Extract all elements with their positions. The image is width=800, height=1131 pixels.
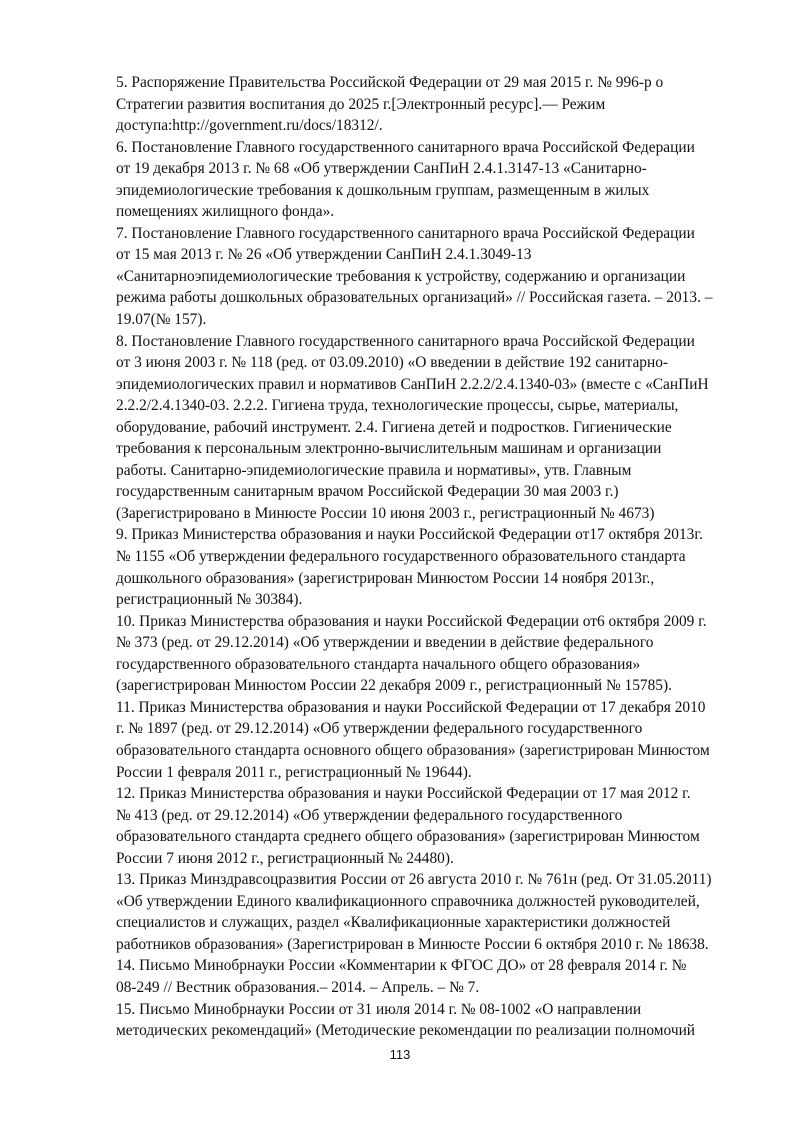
- text-line: режима работы дошкольных образовательных организаций» // Российская газета. – 2013. –: [116, 289, 713, 307]
- text-line: России 7 июня 2012 г., регистрационный № 24480).: [116, 849, 454, 867]
- text-line: 14. Письмо Минобрнауки России «Комментарии к ФГОС ДО» от 28 февраля 2014 г. №: [116, 957, 687, 975]
- text-line: (Зарегистрировано в Минюсте России 10 июня 2003 г., регистрационный № 4673): [116, 504, 655, 522]
- text-line: от 19 декабря 2013 г. № 68 «Об утверждении СанПиН 2.4.1.3147-13 «Санитарно-: [116, 160, 647, 178]
- text-line: дошкольного образования» (зарегистрирован Минюстом России 14 ноября 2013г.,: [116, 569, 655, 587]
- text-line: г. № 1897 (ред. от 29.12.2014) «Об утверждении федерального государственного: [116, 720, 643, 738]
- text-line: помещениях жилищного фонда».: [116, 203, 335, 221]
- text-line: требования к персональным электронно-вычислительным машинам и организации: [116, 440, 662, 458]
- text-line: 12. Приказ Министерства образования и науки Российской Федерации от 17 мая 2012 г.: [116, 785, 691, 803]
- text-line: «Об утверждении Единого квалификационного справочника должностей руководителей,: [116, 892, 700, 910]
- text-line: 08-249 // Вестник образования.– 2014. – Апрель. – № 7.: [116, 978, 480, 996]
- text-line: России 1 февраля 2011 г., регистрационный № 19644).: [116, 763, 472, 781]
- text-line: 6. Постановление Главного государственного санитарного врача Российской Федерации: [116, 138, 695, 156]
- text-line: образовательного стандарта среднего общего образования» (зарегистрирован Минюстом: [116, 828, 700, 846]
- text-line: Стратегии развития воспитания до 2025 г.[Электронный ресурс].— Режим: [116, 95, 606, 113]
- text-line: государственного образовательного стандарта начального общего образования»: [116, 655, 641, 673]
- reference-list: [116, 72, 748, 1042]
- text-line: оборудование, рабочий инструмент. 2.4. Гигиена детей и подростков. Гигиенические: [116, 418, 672, 436]
- text-line: № 1155 «Об утверждении федерального государственного образовательного стандарта: [116, 548, 686, 566]
- text-line: 11. Приказ Министерства образования и науки Российской Федерации от 17 декабря 2010: [116, 698, 706, 716]
- page-number: 113: [389, 1047, 411, 1062]
- text-line: 15. Письмо Минобрнауки России от 31 июля 2014 г. № 08-1002 «О направлении: [116, 1000, 642, 1018]
- text-line: методических рекомендаций» (Методические рекомендации по реализации полномочий: [116, 1022, 696, 1040]
- text-line: регистрационный № 30384).: [116, 591, 303, 609]
- text-line: эпидемиологические требования к дошкольным группам, размещенным в жилых: [116, 181, 650, 199]
- text-line: 10. Приказ Министерства образования и науки Российской Федерации от6 октября 2009 г.: [116, 612, 707, 630]
- text-line: (зарегистрирован Минюстом России 22 декабря 2009 г., регистрационный № 15785).: [116, 677, 672, 695]
- text-line: № 413 (ред. от 29.12.2014) «Об утверждении федерального государственного: [116, 806, 623, 824]
- text-line: работы. Санитарно-эпидемиологические правила и нормативы», утв. Главным: [116, 461, 632, 479]
- text-line: 7. Постановление Главного государственного санитарного врача Российской Федерации: [116, 224, 695, 242]
- text-line: от 15 мая 2013 г. № 26 «Об утверждении СанПиН 2.4.1.3049-13: [116, 246, 532, 264]
- text-line: «Санитарноэпидемиологические требования к устройству, содержанию и организации: [116, 267, 686, 285]
- text-line: работников образования» (Зарегистрирован в Минюсте России 6 октября 2010 г. № 18638.: [116, 935, 709, 953]
- text-line: эпидемиологических правил и нормативов СанПиН 2.2.2/2.4.1340-03» (вместе с «СанПиН: [116, 375, 709, 393]
- text-line: от 3 июня 2003 г. № 118 (ред. от 03.09.2010) «О введении в действие 192 санитарно-: [116, 354, 669, 372]
- text-line: государственным санитарным врачом Российской Федерации 30 мая 2003 г.): [116, 483, 619, 501]
- text-line: 9. Приказ Министерства образования и науки Российской Федерации от17 октября 2013г.: [116, 526, 703, 544]
- text-line: № 373 (ред. от 29.12.2014) «Об утверждении и введении в действие федерального: [116, 634, 654, 652]
- text-line: 8. Постановление Главного государственного санитарного врача Российской Федерации: [116, 332, 695, 350]
- text-line: 13. Приказ Минздравсоцразвития России от 26 августа 2010 г. № 761н (ред. От 31.05.2011): [116, 871, 712, 889]
- text-line: образовательного стандарта основного общего образования» (зарегистрирован Минюстом: [116, 741, 710, 759]
- text-line: 5. Распоряжение Правительства Российской Федерации от 29 мая 2015 г. № 996-р о: [116, 74, 664, 91]
- text-line: специалистов и служащих, раздел «Квалификационные характеристики должностей: [116, 914, 671, 932]
- text-line: доступа:http://government.ru/docs/18312/.: [116, 117, 383, 135]
- text-line: 2.2.2/2.4.1340-03. 2.2.2. Гигиена труда, технологические процессы, сырье, материалы,: [116, 397, 679, 415]
- text-line: 19.07(№ 157).: [116, 311, 207, 329]
